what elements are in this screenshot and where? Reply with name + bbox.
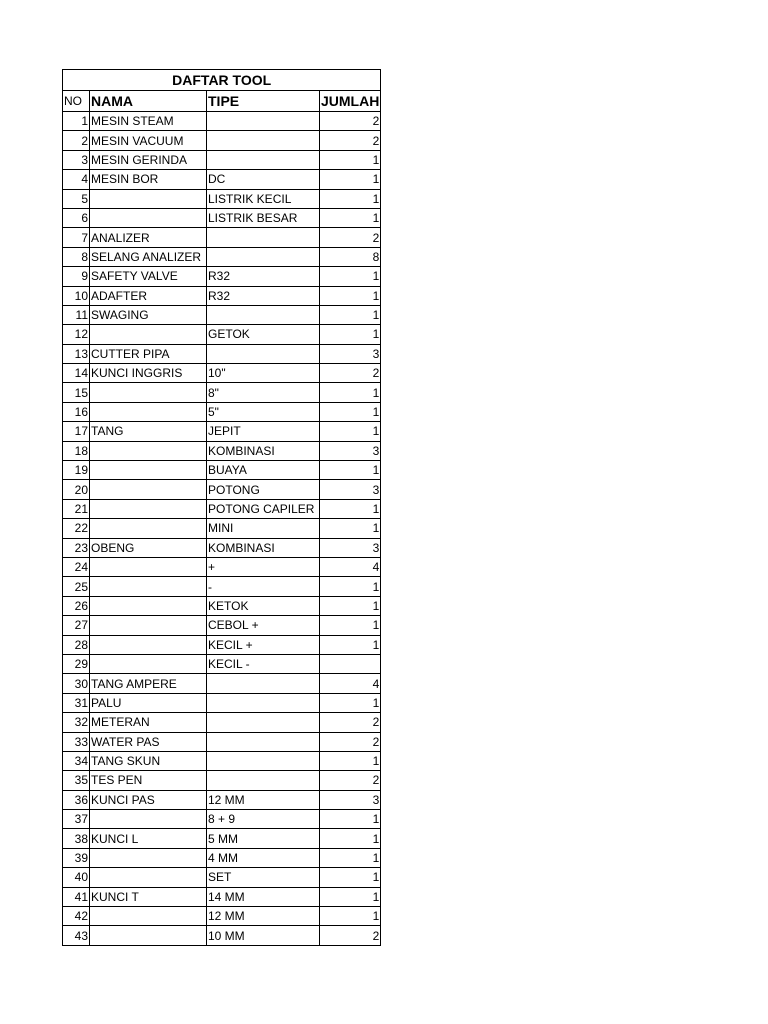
table-row — [63, 131, 381, 150]
cell-no: 30 — [63, 674, 90, 693]
cell-nama: KUNCI T — [90, 887, 207, 906]
cell-tipe: KECIL + — [207, 635, 320, 654]
cell-nama — [90, 441, 207, 460]
table-row — [63, 616, 381, 635]
cell-jumlah: 1 — [320, 286, 381, 305]
tool-list-table — [62, 69, 381, 946]
cell-no: 42 — [63, 907, 90, 926]
cell-jumlah: 1 — [320, 848, 381, 867]
cell-tipe: CEBOL + — [207, 616, 320, 635]
table-row — [63, 499, 381, 518]
cell-jumlah: 4 — [320, 674, 381, 693]
table-row — [63, 402, 381, 421]
cell-jumlah: 2 — [320, 131, 381, 150]
cell-tipe: KETOK — [207, 596, 320, 615]
cell-nama — [90, 519, 207, 538]
cell-tipe: SET — [207, 868, 320, 887]
cell-nama — [90, 596, 207, 615]
cell-tipe — [207, 713, 320, 732]
cell-jumlah: 2 — [320, 732, 381, 751]
cell-jumlah: 1 — [320, 170, 381, 189]
cell-jumlah: 1 — [320, 868, 381, 887]
cell-no: 9 — [63, 267, 90, 286]
cell-nama: KUNCI PAS — [90, 790, 207, 809]
table-row — [63, 538, 381, 557]
cell-tipe: R32 — [207, 267, 320, 286]
cell-no: 33 — [63, 732, 90, 751]
cell-jumlah — [320, 654, 381, 673]
table-row — [63, 771, 381, 790]
cell-jumlah: 1 — [320, 577, 381, 596]
table-row — [63, 247, 381, 266]
cell-nama: MESIN GERINDA — [90, 150, 207, 169]
cell-nama: ADAFTER — [90, 286, 207, 305]
cell-nama — [90, 926, 207, 945]
table-row — [63, 441, 381, 460]
cell-nama — [90, 557, 207, 576]
cell-no: 34 — [63, 751, 90, 770]
table-row — [63, 383, 381, 402]
cell-nama: CUTTER PIPA — [90, 344, 207, 363]
cell-tipe: KOMBINASI — [207, 441, 320, 460]
cell-tipe — [207, 247, 320, 266]
cell-tipe: 12 MM — [207, 790, 320, 809]
cell-jumlah: 1 — [320, 616, 381, 635]
header-nama: NAMA — [90, 91, 207, 112]
cell-tipe: 8 + 9 — [207, 810, 320, 829]
cell-jumlah: 1 — [320, 422, 381, 441]
cell-nama — [90, 402, 207, 421]
cell-jumlah: 3 — [320, 538, 381, 557]
cell-jumlah: 1 — [320, 189, 381, 208]
table-row — [63, 519, 381, 538]
cell-tipe — [207, 305, 320, 324]
cell-nama — [90, 868, 207, 887]
table-body — [63, 112, 381, 946]
table-row — [63, 596, 381, 615]
cell-jumlah: 1 — [320, 751, 381, 770]
cell-nama — [90, 480, 207, 499]
cell-tipe: MINI — [207, 519, 320, 538]
cell-no: 32 — [63, 713, 90, 732]
cell-no: 24 — [63, 557, 90, 576]
cell-tipe — [207, 732, 320, 751]
cell-jumlah: 1 — [320, 887, 381, 906]
header-jumlah: JUMLAH — [320, 91, 381, 112]
cell-jumlah: 2 — [320, 771, 381, 790]
table-row — [63, 732, 381, 751]
table-row — [63, 751, 381, 770]
table-row — [63, 364, 381, 383]
cell-no: 7 — [63, 228, 90, 247]
cell-no: 36 — [63, 790, 90, 809]
table-row — [63, 461, 381, 480]
cell-no: 11 — [63, 305, 90, 324]
table-row — [63, 189, 381, 208]
table-row — [63, 674, 381, 693]
cell-tipe: 8" — [207, 383, 320, 402]
cell-jumlah: 1 — [320, 402, 381, 421]
cell-nama: TANG AMPERE — [90, 674, 207, 693]
cell-tipe: LISTRIK KECIL — [207, 189, 320, 208]
cell-jumlah: 3 — [320, 441, 381, 460]
cell-jumlah: 1 — [320, 693, 381, 712]
cell-nama: PALU — [90, 693, 207, 712]
cell-tipe — [207, 150, 320, 169]
cell-no: 38 — [63, 829, 90, 848]
cell-tipe: 10" — [207, 364, 320, 383]
table-row — [63, 810, 381, 829]
cell-tipe: + — [207, 557, 320, 576]
cell-no: 21 — [63, 499, 90, 518]
cell-no: 26 — [63, 596, 90, 615]
cell-tipe: 5 MM — [207, 829, 320, 848]
table-row — [63, 267, 381, 286]
cell-tipe — [207, 674, 320, 693]
cell-tipe: JEPIT — [207, 422, 320, 441]
cell-nama: MESIN BOR — [90, 170, 207, 189]
cell-tipe — [207, 112, 320, 131]
cell-no: 12 — [63, 325, 90, 344]
cell-nama: MESIN VACUUM — [90, 131, 207, 150]
cell-jumlah: 1 — [320, 267, 381, 286]
cell-no: 25 — [63, 577, 90, 596]
cell-nama — [90, 810, 207, 829]
table-row — [63, 693, 381, 712]
cell-no: 22 — [63, 519, 90, 538]
cell-jumlah: 2 — [320, 364, 381, 383]
cell-tipe: KECIL - — [207, 654, 320, 673]
cell-jumlah: 1 — [320, 499, 381, 518]
cell-nama — [90, 325, 207, 344]
cell-nama — [90, 848, 207, 867]
table-row — [63, 907, 381, 926]
cell-tipe: GETOK — [207, 325, 320, 344]
cell-tipe — [207, 771, 320, 790]
table-row — [63, 868, 381, 887]
cell-jumlah: 1 — [320, 325, 381, 344]
table-row — [63, 635, 381, 654]
cell-nama: OBENG — [90, 538, 207, 557]
cell-nama: KUNCI L — [90, 829, 207, 848]
cell-tipe — [207, 228, 320, 247]
cell-jumlah: 2 — [320, 713, 381, 732]
table-row — [63, 790, 381, 809]
table-row — [63, 422, 381, 441]
cell-nama — [90, 616, 207, 635]
cell-no: 15 — [63, 383, 90, 402]
cell-tipe: 10 MM — [207, 926, 320, 945]
table-row — [63, 170, 381, 189]
cell-tipe: POTONG CAPILER — [207, 499, 320, 518]
cell-tipe: 4 MM — [207, 848, 320, 867]
cell-tipe: BUAYA — [207, 461, 320, 480]
cell-jumlah: 1 — [320, 305, 381, 324]
cell-tipe — [207, 693, 320, 712]
cell-tipe: - — [207, 577, 320, 596]
cell-no: 23 — [63, 538, 90, 557]
cell-jumlah: 1 — [320, 596, 381, 615]
cell-tipe: DC — [207, 170, 320, 189]
cell-no: 10 — [63, 286, 90, 305]
cell-no: 3 — [63, 150, 90, 169]
table-row — [63, 480, 381, 499]
cell-no: 28 — [63, 635, 90, 654]
cell-jumlah: 2 — [320, 926, 381, 945]
cell-no: 5 — [63, 189, 90, 208]
cell-no: 39 — [63, 848, 90, 867]
table-row — [63, 286, 381, 305]
table-row — [63, 577, 381, 596]
cell-jumlah: 3 — [320, 344, 381, 363]
cell-tipe: LISTRIK BESAR — [207, 208, 320, 227]
cell-no: 13 — [63, 344, 90, 363]
cell-jumlah: 4 — [320, 557, 381, 576]
cell-no: 20 — [63, 480, 90, 499]
cell-nama — [90, 654, 207, 673]
cell-no: 17 — [63, 422, 90, 441]
cell-nama: TANG SKUN — [90, 751, 207, 770]
cell-tipe: POTONG — [207, 480, 320, 499]
cell-no: 29 — [63, 654, 90, 673]
cell-no: 1 — [63, 112, 90, 131]
cell-no: 4 — [63, 170, 90, 189]
table-row — [63, 208, 381, 227]
cell-no: 6 — [63, 208, 90, 227]
header-row — [63, 91, 381, 112]
cell-tipe: 14 MM — [207, 887, 320, 906]
cell-no: 19 — [63, 461, 90, 480]
cell-jumlah: 2 — [320, 228, 381, 247]
cell-jumlah: 1 — [320, 150, 381, 169]
table-row — [63, 848, 381, 867]
cell-nama: ANALIZER — [90, 228, 207, 247]
cell-tipe — [207, 131, 320, 150]
cell-nama: SWAGING — [90, 305, 207, 324]
cell-jumlah: 1 — [320, 829, 381, 848]
cell-nama — [90, 577, 207, 596]
cell-no: 37 — [63, 810, 90, 829]
cell-tipe — [207, 751, 320, 770]
cell-nama — [90, 208, 207, 227]
cell-jumlah: 1 — [320, 383, 381, 402]
table-row — [63, 654, 381, 673]
cell-no: 41 — [63, 887, 90, 906]
cell-nama — [90, 499, 207, 518]
cell-nama: TES PEN — [90, 771, 207, 790]
cell-no: 31 — [63, 693, 90, 712]
cell-jumlah: 8 — [320, 247, 381, 266]
cell-jumlah: 1 — [320, 810, 381, 829]
table-row — [63, 713, 381, 732]
cell-jumlah: 3 — [320, 480, 381, 499]
cell-no: 18 — [63, 441, 90, 460]
cell-tipe: 5" — [207, 402, 320, 421]
cell-nama — [90, 635, 207, 654]
cell-no: 35 — [63, 771, 90, 790]
header-tipe: TIPE — [207, 91, 320, 112]
cell-nama: MESIN STEAM — [90, 112, 207, 131]
cell-jumlah: 1 — [320, 519, 381, 538]
cell-jumlah: 1 — [320, 635, 381, 654]
cell-jumlah: 1 — [320, 208, 381, 227]
title-row — [63, 70, 381, 91]
cell-nama: TANG — [90, 422, 207, 441]
cell-nama: METERAN — [90, 713, 207, 732]
table-row — [63, 557, 381, 576]
cell-jumlah: 3 — [320, 790, 381, 809]
table-row — [63, 305, 381, 324]
table-row — [63, 926, 381, 945]
cell-jumlah: 1 — [320, 907, 381, 926]
cell-no: 16 — [63, 402, 90, 421]
cell-no: 2 — [63, 131, 90, 150]
cell-no: 8 — [63, 247, 90, 266]
cell-no: 40 — [63, 868, 90, 887]
cell-tipe: 12 MM — [207, 907, 320, 926]
cell-tipe: R32 — [207, 286, 320, 305]
cell-nama — [90, 189, 207, 208]
cell-tipe — [207, 344, 320, 363]
table-row — [63, 344, 381, 363]
table-row — [63, 150, 381, 169]
table-row — [63, 112, 381, 131]
table-row — [63, 887, 381, 906]
cell-no: 14 — [63, 364, 90, 383]
cell-jumlah: 1 — [320, 461, 381, 480]
cell-nama — [90, 383, 207, 402]
header-no: NO — [63, 91, 90, 112]
table-row — [63, 829, 381, 848]
cell-nama: SELANG ANALIZER — [90, 247, 207, 266]
cell-no: 27 — [63, 616, 90, 635]
cell-jumlah: 2 — [320, 112, 381, 131]
table-row — [63, 325, 381, 344]
cell-tipe: KOMBINASI — [207, 538, 320, 557]
cell-nama: WATER PAS — [90, 732, 207, 751]
cell-nama: KUNCI INGGRIS — [90, 364, 207, 383]
table-title: DAFTAR TOOL — [63, 70, 381, 91]
cell-nama: SAFETY VALVE — [90, 267, 207, 286]
cell-nama — [90, 907, 207, 926]
table-row — [63, 228, 381, 247]
cell-nama — [90, 461, 207, 480]
cell-no: 43 — [63, 926, 90, 945]
